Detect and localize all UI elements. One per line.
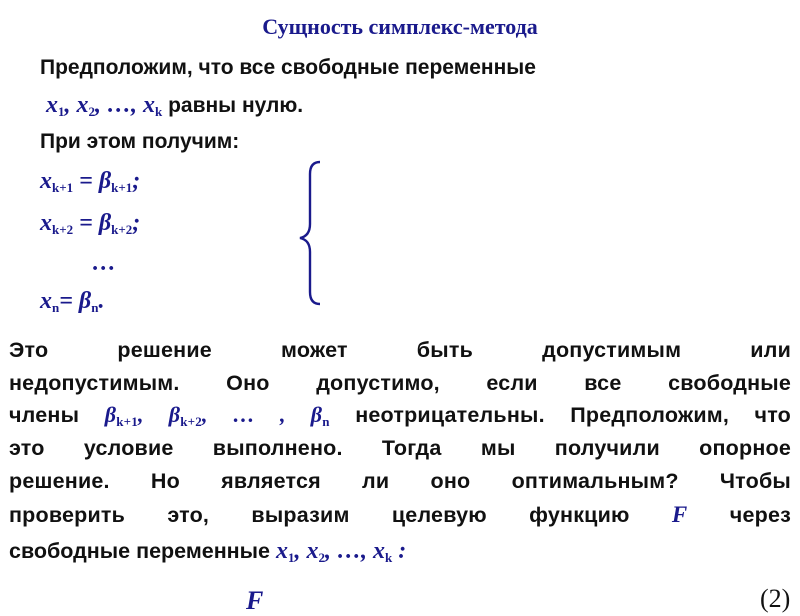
var-x1: $x_1$ (46, 92, 65, 119)
system-row-ellipsis: … (92, 250, 116, 276)
body-line-4: это условие выполнено. Тогда мы получили опорное (9, 436, 791, 460)
system-row-1: $x_{k+1} = \beta_{k+1}$; (40, 168, 141, 195)
body-line-2: недопустимым. Оно допустимо, если все свободные (9, 371, 791, 395)
system-row-n: $x_n= \beta_n$. (40, 288, 105, 315)
var-xk: $x_k$ (143, 92, 163, 119)
body-line-3: члены $\beta_{k+1}$, $\beta_{k+2}$, … , $\beta_n$ неотрицательны. Предположим, что (9, 402, 792, 429)
system-row-2: $x_{k+2} = \beta_{k+2}$; (40, 210, 141, 237)
intro-line-2: $x_1$, $x_2$, …, $x_k$ равны нулю. (46, 92, 304, 119)
page-title: Сущность симплекс-метода (262, 14, 538, 39)
intro-line-1: Предположим, что все свободные переменные (40, 56, 536, 79)
var-x2: $x_2$ (76, 92, 95, 119)
body-line-1: Это решение может быть допустимым или (9, 338, 791, 362)
equation-lhs: F (246, 586, 264, 615)
curly-brace-icon (296, 158, 328, 308)
intro-line-3: При этом получим: (40, 130, 240, 153)
body-line-5: решение. Но является ли оно оптимальным? Чтобы (9, 469, 791, 493)
body-line-6: проверить это, выразим целевую функцию F через (9, 502, 791, 527)
equation-number: (2) (760, 584, 791, 613)
body-line-7: свободные переменные $x_1$, $x_2$, …, $x_k$ : (9, 538, 407, 565)
